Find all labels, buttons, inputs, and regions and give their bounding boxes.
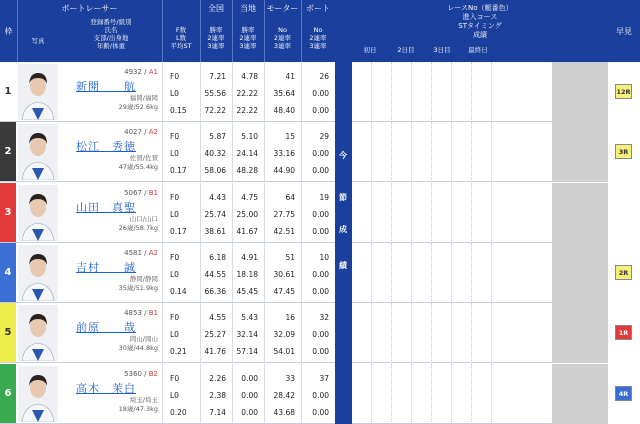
- hayami-race-badge[interactable]: 12R: [615, 84, 632, 99]
- racer-portrait-icon: [18, 245, 58, 301]
- result-cell: [452, 364, 472, 424]
- motor-number: 64: [285, 193, 295, 202]
- local-2rate: 25.00: [236, 210, 258, 219]
- local-win-rate: 4.75: [241, 193, 258, 202]
- result-cell: [452, 62, 472, 122]
- local-2rate: 0.00: [241, 391, 258, 400]
- local-3rate: 48.28: [236, 166, 258, 175]
- results-gray-area: [552, 303, 608, 363]
- local-2rate: 22.22: [236, 89, 258, 98]
- registration-number: 5360: [124, 370, 142, 378]
- results-gray-area: [552, 243, 608, 303]
- results-gray-area: [552, 183, 608, 243]
- result-cell: [392, 183, 412, 243]
- age-weight: 26歳/58.7kg: [118, 224, 158, 232]
- racer-portrait-icon: [18, 64, 58, 120]
- boatracer-header: ボートレーサー: [61, 4, 118, 13]
- local-3rate: 0.00: [241, 408, 258, 417]
- f-count: F0: [170, 72, 180, 81]
- result-cell: [392, 243, 412, 303]
- motor-number: 33: [285, 374, 295, 383]
- racer-class: A1: [148, 68, 158, 76]
- result-cell: [432, 303, 452, 363]
- racer-name-link[interactable]: 山田 真聖: [76, 201, 136, 214]
- result-cell: [392, 122, 412, 182]
- branch-hometown: 岡山/岡山: [129, 335, 158, 343]
- local-header: 当地: [240, 4, 256, 13]
- l-count: L0: [170, 270, 179, 279]
- result-cell: [412, 364, 432, 424]
- boat-number: 19: [319, 193, 329, 202]
- results-header: レースNo（艇番色） 進入コース STタイミング 成績 初日 2日目 3日目 最終日: [352, 0, 608, 62]
- hayami-race-badge[interactable]: 4R: [615, 386, 632, 401]
- result-cell: [432, 183, 452, 243]
- boat-3rate: 0.00: [312, 227, 329, 236]
- result-cell: [472, 183, 492, 243]
- local-3rate: 45.45: [236, 287, 258, 296]
- racer-photo: [18, 64, 58, 120]
- table-header: 枠 ボートレーサー 写真 登録番号/級別 氏名 支部/出身地 年齢/体重 F数 L数 平均ST 全国 勝率 2連率 3連率 当地 勝率 2連率 3連率 モーター No 2連率 3連率 ボート No 2連率 3連率: [0, 0, 335, 62]
- waku-number: 1: [0, 62, 16, 121]
- local-2rate: 32.14: [236, 330, 258, 339]
- boat-number: 29: [319, 132, 329, 141]
- result-cell: [352, 303, 372, 363]
- registration-number: 5067: [124, 189, 142, 197]
- racer-row: 4 4581 / A2 吉村 誠 静岡/静岡 35歳/51.9kg F0 L0 0.14 6.18 44.55 66.36 4.91 18.18 45.45 51 30.61 47.45 10 0.00 0.00: [0, 243, 335, 303]
- national-win-rate: 7.21: [209, 72, 226, 81]
- racer-portrait-icon: [18, 366, 58, 422]
- boat-2rate: 0.00: [312, 89, 329, 98]
- registration-number: 4853: [124, 309, 142, 317]
- results-gray-area: [552, 62, 608, 122]
- boat-3rate: 0.00: [312, 287, 329, 296]
- waku-number: 5: [0, 303, 16, 362]
- avg-st: 0.20: [170, 408, 187, 417]
- hayami-race-badge[interactable]: 3R: [615, 144, 632, 159]
- result-cell: [412, 62, 432, 122]
- national-3rate: 58.06: [204, 166, 226, 175]
- result-cell: [432, 364, 452, 424]
- racer-row: 3 5067 / B1 山田 真聖 山口/山口 26歳/58.7kg F0 L0 0.17 4.43 25.74 38.61 4.75 25.00 41.67 64 27.75 42.51 19 0.00 0.00: [0, 183, 335, 243]
- l-count: L0: [170, 89, 179, 98]
- local-win-rate: 0.00: [241, 374, 258, 383]
- avg-st: 0.17: [170, 166, 187, 175]
- boat-2rate: 0.00: [312, 270, 329, 279]
- national-2rate: 44.55: [204, 270, 226, 279]
- boat-number: 37: [319, 374, 329, 383]
- result-cell: [452, 303, 472, 363]
- day3-header: 3日目: [433, 46, 451, 54]
- boat-2rate: 0.00: [312, 391, 329, 400]
- waku-number: 2: [0, 122, 16, 181]
- boat-3rate: 0.00: [312, 166, 329, 175]
- waku-number: 6: [0, 364, 16, 423]
- national-2rate: 2.38: [209, 391, 226, 400]
- result-cell: [412, 243, 432, 303]
- motor-2rate: 30.61: [273, 270, 295, 279]
- fl-st-header: F数 L数 平均ST: [170, 26, 192, 50]
- national-3rate: 41.76: [204, 347, 226, 356]
- racer-class: A2: [148, 249, 158, 257]
- result-cell: [452, 243, 472, 303]
- result-cell: [472, 364, 492, 424]
- motor-2rate: 32.09: [273, 330, 295, 339]
- boat-number: 26: [319, 72, 329, 81]
- result-cell: [372, 243, 392, 303]
- results-gray-area: [552, 122, 608, 182]
- current-series-label: 今 節 成 績: [335, 0, 352, 424]
- racer-portrait-icon: [18, 124, 58, 180]
- local-3rate: 57.14: [236, 347, 258, 356]
- age-weight: 47歳/55.4kg: [118, 163, 158, 171]
- boat-2rate: 0.00: [312, 330, 329, 339]
- l-count: L0: [170, 330, 179, 339]
- l-count: L0: [170, 391, 179, 400]
- national-win-rate: 6.18: [209, 253, 226, 262]
- branch-hometown: 埼玉/埼玉: [129, 396, 158, 404]
- avg-st: 0.15: [170, 106, 187, 115]
- age-weight: 30歳/44.8kg: [118, 344, 158, 352]
- local-2rate: 24.14: [236, 149, 258, 158]
- racer-photo: [18, 245, 58, 301]
- day2-header: 2日目: [397, 46, 415, 54]
- info-header: 登録番号/級別 氏名 支部/出身地 年齢/体重: [90, 18, 132, 50]
- branch-hometown: 佐賀/佐賀: [129, 154, 158, 162]
- result-cell: [372, 303, 392, 363]
- l-count: L0: [170, 149, 179, 158]
- national-header: 全国: [208, 4, 224, 13]
- result-cell: [432, 62, 452, 122]
- result-cell: [472, 303, 492, 363]
- result-cell: [372, 122, 392, 182]
- final-day-header: 最終日: [468, 46, 488, 54]
- racer-photo: [18, 185, 58, 241]
- l-count: L0: [170, 210, 179, 219]
- result-cell: [372, 183, 392, 243]
- local-win-rate: 4.78: [241, 72, 258, 81]
- motor-header: モーター: [266, 4, 299, 13]
- boat-3rate: 0.00: [312, 347, 329, 356]
- motor-2rate: 35.64: [273, 89, 295, 98]
- local-3rate: 22.22: [236, 106, 258, 115]
- result-cell: [452, 183, 472, 243]
- local-win-rate: 4.91: [241, 253, 258, 262]
- national-win-rate: 4.43: [209, 193, 226, 202]
- national-win-rate: 5.87: [209, 132, 226, 141]
- branch-hometown: 福岡/福岡: [129, 94, 158, 102]
- result-cell: [412, 303, 432, 363]
- racer-photo: [18, 305, 58, 361]
- local-2rate: 18.18: [236, 270, 258, 279]
- hayami-race-badge[interactable]: 1R: [615, 325, 632, 340]
- motor-2rate: 33.16: [273, 149, 295, 158]
- national-win-rate: 4.55: [209, 313, 226, 322]
- result-cell: [392, 62, 412, 122]
- motor-2rate: 27.75: [273, 210, 295, 219]
- f-count: F0: [170, 253, 180, 262]
- local-win-rate: 5.43: [241, 313, 258, 322]
- motor-number: 16: [285, 313, 295, 322]
- boat-2rate: 0.00: [312, 149, 329, 158]
- motor-3rate: 44.90: [273, 166, 295, 175]
- results-gray-area: [552, 364, 608, 424]
- boat-2rate: 0.00: [312, 210, 329, 219]
- waku-header: 枠: [4, 27, 13, 36]
- avg-st: 0.21: [170, 347, 187, 356]
- result-cell: [352, 364, 372, 424]
- racer-class: A2: [148, 128, 158, 136]
- result-cell: [352, 183, 372, 243]
- national-3rate: 7.14: [209, 408, 226, 417]
- waku-number: 4: [0, 243, 16, 302]
- photo-header: 写真: [31, 37, 45, 45]
- result-cell: [472, 122, 492, 182]
- day1-header: 初日: [363, 46, 377, 54]
- racer-row: 5 4853 / B1 前原 哉 岡山/岡山 30歳/44.8kg F0 L0 0.21 4.55 25.27 41.76 5.43 32.14 57.14 16 32.09 54.01 32 0.00 0.00: [0, 303, 335, 363]
- result-cell: [352, 62, 372, 122]
- f-count: F0: [170, 193, 180, 202]
- racer-name-link[interactable]: 高木 茉白: [76, 382, 136, 395]
- result-cell: [392, 303, 412, 363]
- boat-3rate: 0.00: [312, 408, 329, 417]
- racer-row: 6 5360 / B2 高木 茉白 埼玉/埼玉 18歳/47.3kg F0 L0 0.20 2.26 2.38 7.14 0.00 0.00 0.00 33 28.42 43.68 37 0.00 0.00: [0, 364, 335, 424]
- hayami-race-badge[interactable]: 2R: [615, 265, 632, 280]
- result-cell: [352, 122, 372, 182]
- age-weight: 35歳/51.9kg: [118, 284, 158, 292]
- result-cell: [472, 62, 492, 122]
- result-cell: [372, 364, 392, 424]
- waku-number: 3: [0, 183, 16, 242]
- racer-row: 1 4932 / A1 新開 航 福岡/福岡 29歳/52.6kg F0 L0 0.15 7.21 55.56 72.22 4.78 22.22 22.22 41 35.64 48.40 26 0.00 0.00: [0, 62, 335, 122]
- racer-name-link[interactable]: 松江 秀徳: [76, 140, 136, 153]
- result-cell: [352, 243, 372, 303]
- boat-3rate: 0.00: [312, 106, 329, 115]
- branch-hometown: 山口/山口: [129, 215, 158, 223]
- racer-portrait-icon: [18, 185, 58, 241]
- racer-name-link[interactable]: 吉村 誠: [76, 261, 136, 274]
- national-2rate: 55.56: [204, 89, 226, 98]
- motor-3rate: 43.68: [273, 408, 295, 417]
- motor-3rate: 47.45: [273, 287, 295, 296]
- national-2rate: 40.32: [204, 149, 226, 158]
- motor-number: 15: [285, 132, 295, 141]
- motor-2rate: 28.42: [273, 391, 295, 400]
- motor-number: 51: [285, 253, 295, 262]
- registration-number: 4932: [124, 68, 142, 76]
- result-cell: [412, 122, 432, 182]
- national-2rate: 25.27: [204, 330, 226, 339]
- motor-3rate: 42.51: [273, 227, 295, 236]
- racer-name-link[interactable]: 新開 航: [76, 80, 136, 93]
- avg-st: 0.17: [170, 227, 187, 236]
- hayami-header: 早見: [608, 0, 640, 62]
- national-win-rate: 2.26: [209, 374, 226, 383]
- result-cell: [432, 122, 452, 182]
- local-win-rate: 5.10: [241, 132, 258, 141]
- racer-name-link[interactable]: 前原 哉: [76, 321, 136, 334]
- registration-number: 4027: [124, 128, 142, 136]
- motor-3rate: 54.01: [273, 347, 295, 356]
- result-cell: [412, 183, 432, 243]
- racer-portrait-icon: [18, 305, 58, 361]
- boat-number: 32: [319, 313, 329, 322]
- age-weight: 18歳/47.3kg: [118, 405, 158, 413]
- national-3rate: 72.22: [204, 106, 226, 115]
- boat-number: 10: [319, 253, 329, 262]
- local-3rate: 41.67: [236, 227, 258, 236]
- avg-st: 0.14: [170, 287, 187, 296]
- racer-photo: [18, 366, 58, 422]
- result-cell: [392, 364, 412, 424]
- f-count: F0: [170, 313, 180, 322]
- national-3rate: 66.36: [204, 287, 226, 296]
- national-2rate: 25.74: [204, 210, 226, 219]
- registration-number: 4581: [124, 249, 142, 257]
- racer-class: B1: [148, 189, 158, 197]
- result-cell: [472, 243, 492, 303]
- motor-number: 41: [285, 72, 295, 81]
- f-count: F0: [170, 132, 180, 141]
- racer-class: B1: [148, 309, 158, 317]
- racer-row: 2 4027 / A2 松江 秀徳 佐賀/佐賀 47歳/55.4kg F0 L0 0.17 5.87 40.32 58.06 5.10 24.14 48.28 15 33.16 44.90 29 0.00 0.00: [0, 122, 335, 182]
- result-cell: [432, 243, 452, 303]
- racer-class: B2: [148, 370, 158, 378]
- national-3rate: 38.61: [204, 227, 226, 236]
- age-weight: 29歳/52.6kg: [118, 103, 158, 111]
- motor-3rate: 48.40: [273, 106, 295, 115]
- racer-photo: [18, 124, 58, 180]
- result-cell: [372, 62, 392, 122]
- branch-hometown: 静岡/静岡: [129, 275, 158, 283]
- boat-header: ボート: [306, 4, 330, 13]
- f-count: F0: [170, 374, 180, 383]
- result-cell: [452, 122, 472, 182]
